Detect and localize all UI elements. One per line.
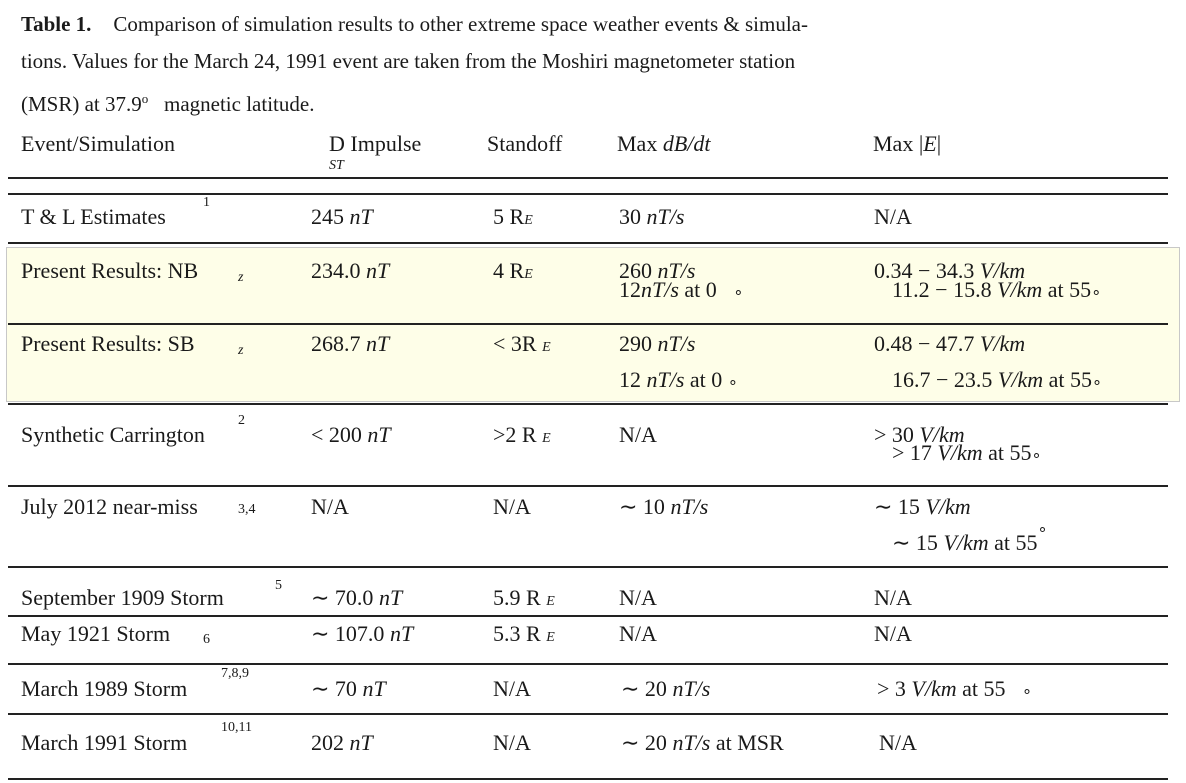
reference-note: 1 [203,195,210,210]
row-rule [8,713,1168,715]
row-standoff: N/A [493,676,531,701]
row-rule [8,615,1168,617]
header-rule-bottom [8,193,1168,195]
header-dst: D ST Impulse [329,131,421,157]
row-e: N/A [874,585,912,610]
reference-note: 10,11 [221,720,252,735]
row-standoff: 5.9 R E [493,585,555,610]
row-standoff: 5.3 R E [493,621,555,646]
row-dst: N/A [311,494,349,519]
row-standoff: >2 R E [493,422,551,447]
row-rule [8,485,1168,487]
row-e: ∼ 15 V/km [874,494,971,519]
row-event: Present Results: SB [21,331,195,356]
row-e: N/A [874,621,912,646]
subscript-note: z [238,270,244,285]
row-e: 0.48 − 47.7 V/km [874,331,1026,356]
row-event: May 1921 Storm [21,621,171,646]
row-standoff: 5 RE [493,204,533,229]
header-standoff: Standoff [487,131,563,156]
row-rule [8,323,1168,325]
row-dbdt: ∼ 20 nT/s [621,676,711,701]
row-e: > 30 V/km [874,422,965,447]
row-event: Present Results: NB [21,258,199,283]
row-dbdt: 30 nT/s [619,204,685,229]
caption-label: Table 1. [21,12,92,36]
row-standoff: N/A [493,494,531,519]
row-event: March 1989 Storm [21,676,188,701]
row-dst: 234.0 nT [311,258,390,283]
header-event: Event/Simulation [21,131,175,156]
row-dst: 245 nT [311,204,373,229]
row-e-midlat: ∼ 15 V/km at 55∘ [892,521,1048,555]
subscript-note: z [238,343,244,358]
row-standoff: 4 RE [493,258,533,283]
dst-subscript: ST [329,158,344,173]
row-e: 0.34 − 34.3 V/km [874,258,1026,283]
table-caption [21,6,1021,123]
row-dbdt: ∼ 10 nT/s [619,494,709,519]
caption-line-1: Table 1. Comparison of simulation results to other extreme space weather events & simula- [21,12,808,36]
row-dbdt-equator: 12nT/s at 0 ∘ [619,277,744,302]
row-dst: ∼ 70 nT [311,676,386,701]
row-dbdt: N/A [619,422,657,447]
reference-note: 6 [203,632,210,647]
row-rule [8,663,1168,665]
reference-note: 5 [275,578,282,593]
caption-line-3: (MSR) at 37.9$^o$ magnetic latitude. [21,91,315,116]
row-dst: ∼ 70.0 nT [311,585,403,610]
row-standoff: < 3R E [493,331,551,356]
row-dbdt: N/A [619,621,657,646]
row-e-midlat: 11.2 − 15.8 V/km at 55∘ [892,277,1102,302]
header-max-e: Max |E| [873,131,942,156]
row-dst: ∼ 107.0 nT [311,621,414,646]
row-rule [8,242,1168,244]
row-e: > 3 V/km at 55 ∘ [877,676,1033,701]
row-e: N/A [879,730,917,755]
row-dbdt: N/A [619,585,657,610]
header-max-dbdt: Max dB/dt [617,131,711,156]
row-event: March 1991 Storm [21,730,188,755]
row-rule [8,566,1168,568]
degree-mark: o [141,91,149,106]
header-rule-top [8,177,1168,179]
row-dbdt-equator: 12 nT/s at 0 ∘ [619,367,738,392]
row-dbdt: 290 nT/s [619,331,696,356]
row-event: Synthetic Carrington [21,422,205,447]
row-event: T & L Estimates [21,204,166,229]
row-event: July 2012 near-miss [21,494,198,519]
reference-note: 7,8,9 [221,666,249,681]
row-e-midlat: 16.7 − 23.5 V/km at 55∘ [892,367,1103,392]
row-rule [8,403,1168,405]
reference-note: 3,4 [238,502,256,517]
row-dbdt: ∼ 20 nT/s at MSR [621,730,784,755]
row-e: N/A [874,204,912,229]
row-dbdt: 260 nT/s [619,258,696,283]
row-e-midlat: > 17 V/km at 55∘ [892,440,1042,465]
reference-note: 2 [238,413,245,428]
row-standoff: N/A [493,730,531,755]
row-dst: 202 nT [311,730,373,755]
table-bottom-rule [8,778,1168,780]
row-event: September 1909 Storm [21,585,224,610]
row-dst: 268.7 nT [311,331,390,356]
row-dst: < 200 nT [311,422,391,447]
caption-line-2: tions. Values for the March 24, 1991 event are taken from the Moshiri magnetometer station [21,49,796,73]
